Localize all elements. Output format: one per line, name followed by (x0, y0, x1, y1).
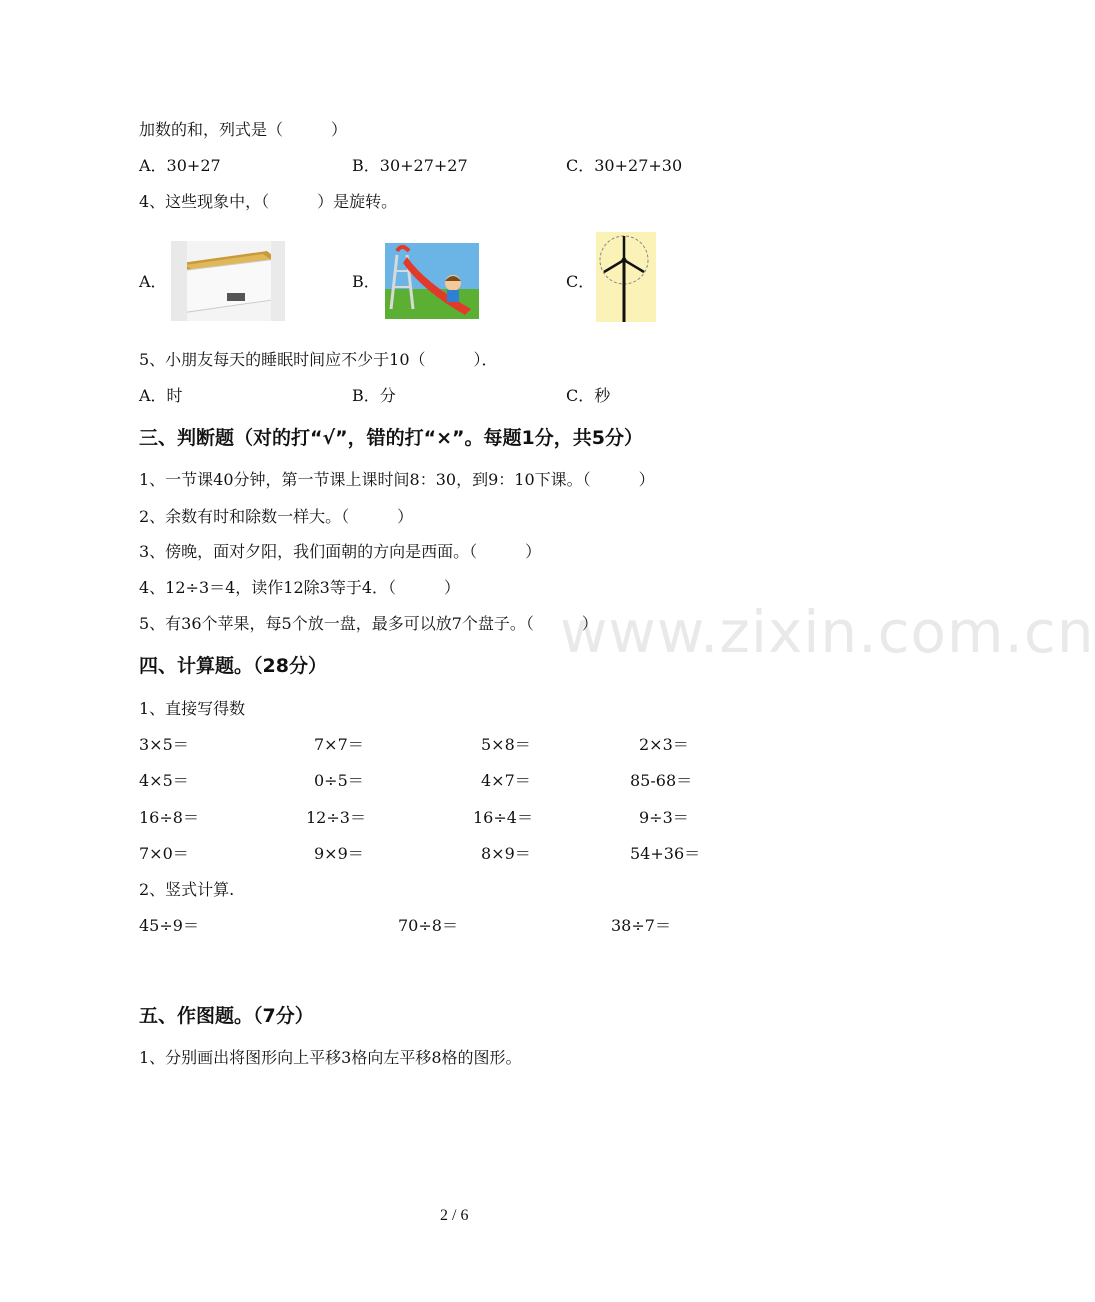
calc-cell: 16÷8＝ (139, 808, 199, 827)
calc-cell: 2×3＝ (639, 735, 689, 754)
calc-cell: 85-68＝ (630, 771, 693, 790)
section4-heading: 四、计算题。（28分） (139, 655, 327, 677)
q5-option-a: A．时 (139, 386, 183, 405)
calc-cell: 16÷4＝ (473, 808, 533, 827)
calc-sub2: 2、竖式计算. (139, 880, 235, 899)
q3-option-a: A．30+27 (139, 156, 221, 175)
calc-cell: 12÷3＝ (306, 808, 366, 827)
judge-item-2: 2、余数有时和除数一样大。（ ） (139, 507, 414, 526)
q4-stem: 4、这些现象中，（ ）是旋转。 (139, 192, 398, 211)
judge-item-4: 4、12÷3＝4，读作12除3等于4．（ ） (139, 578, 461, 597)
judge-item-1: 1、一节课40分钟，第一节课上课时间8：30，到9：10下课。（ ） (139, 470, 655, 489)
q4-label-a: A． (139, 272, 167, 291)
slide-image (385, 243, 479, 319)
judge-item-3: 3、傍晚，面对夕阳，我们面朝的方向是西面。（ ） (139, 542, 542, 561)
calc-cell: 7×7＝ (314, 735, 364, 754)
q3-stem: 加数的和，列式是（ ） (139, 120, 348, 139)
calc-cell: 9×9＝ (314, 844, 364, 863)
calc-cell: 8×9＝ (481, 844, 531, 863)
calc-cell: 7×0＝ (139, 844, 189, 863)
watermark: www.zixin.com.cn (560, 598, 1095, 666)
q5-option-c: C．秒 (566, 386, 611, 405)
page-number: 2 / 6 (440, 1207, 469, 1224)
vertical-calc-2: 70÷8＝ (398, 916, 458, 935)
section5-heading: 五、作图题。（7分） (139, 1005, 314, 1027)
calc-cell: 3×5＝ (139, 735, 189, 754)
q4-label-c: C． (566, 272, 595, 291)
judge-item-5: 5、有36个苹果，每5个放一盘，最多可以放7个盘子。（ ） (139, 614, 598, 633)
calc-cell: 4×5＝ (139, 771, 189, 790)
q5-stem: 5、小朋友每天的睡眠时间应不少于10（ ）． (139, 350, 498, 369)
drawer-image (171, 241, 285, 321)
section3-heading: 三、判断题（对的打“√”，错的打“×”。每题1分，共5分） (139, 427, 643, 449)
q5-option-b: B．分 (352, 386, 396, 405)
calc-cell: 0÷5＝ (314, 771, 364, 790)
calc-cell: 9÷3＝ (639, 808, 689, 827)
calc-cell: 5×8＝ (481, 735, 531, 754)
vertical-calc-1: 45÷9＝ (139, 916, 199, 935)
calc-sub1: 1、直接写得数 (139, 699, 246, 718)
q3-option-b: B．30+27+27 (352, 156, 468, 175)
windmill-image (596, 232, 656, 322)
q4-label-b: B． (352, 272, 380, 291)
draw-item-1: 1、分别画出将图形向上平移3格向左平移8格的图形。 (139, 1048, 522, 1067)
calc-cell: 4×7＝ (481, 771, 531, 790)
vertical-calc-3: 38÷7＝ (611, 916, 671, 935)
calc-cell: 54+36＝ (630, 844, 701, 863)
q3-option-c: C．30+27+30 (566, 156, 683, 175)
